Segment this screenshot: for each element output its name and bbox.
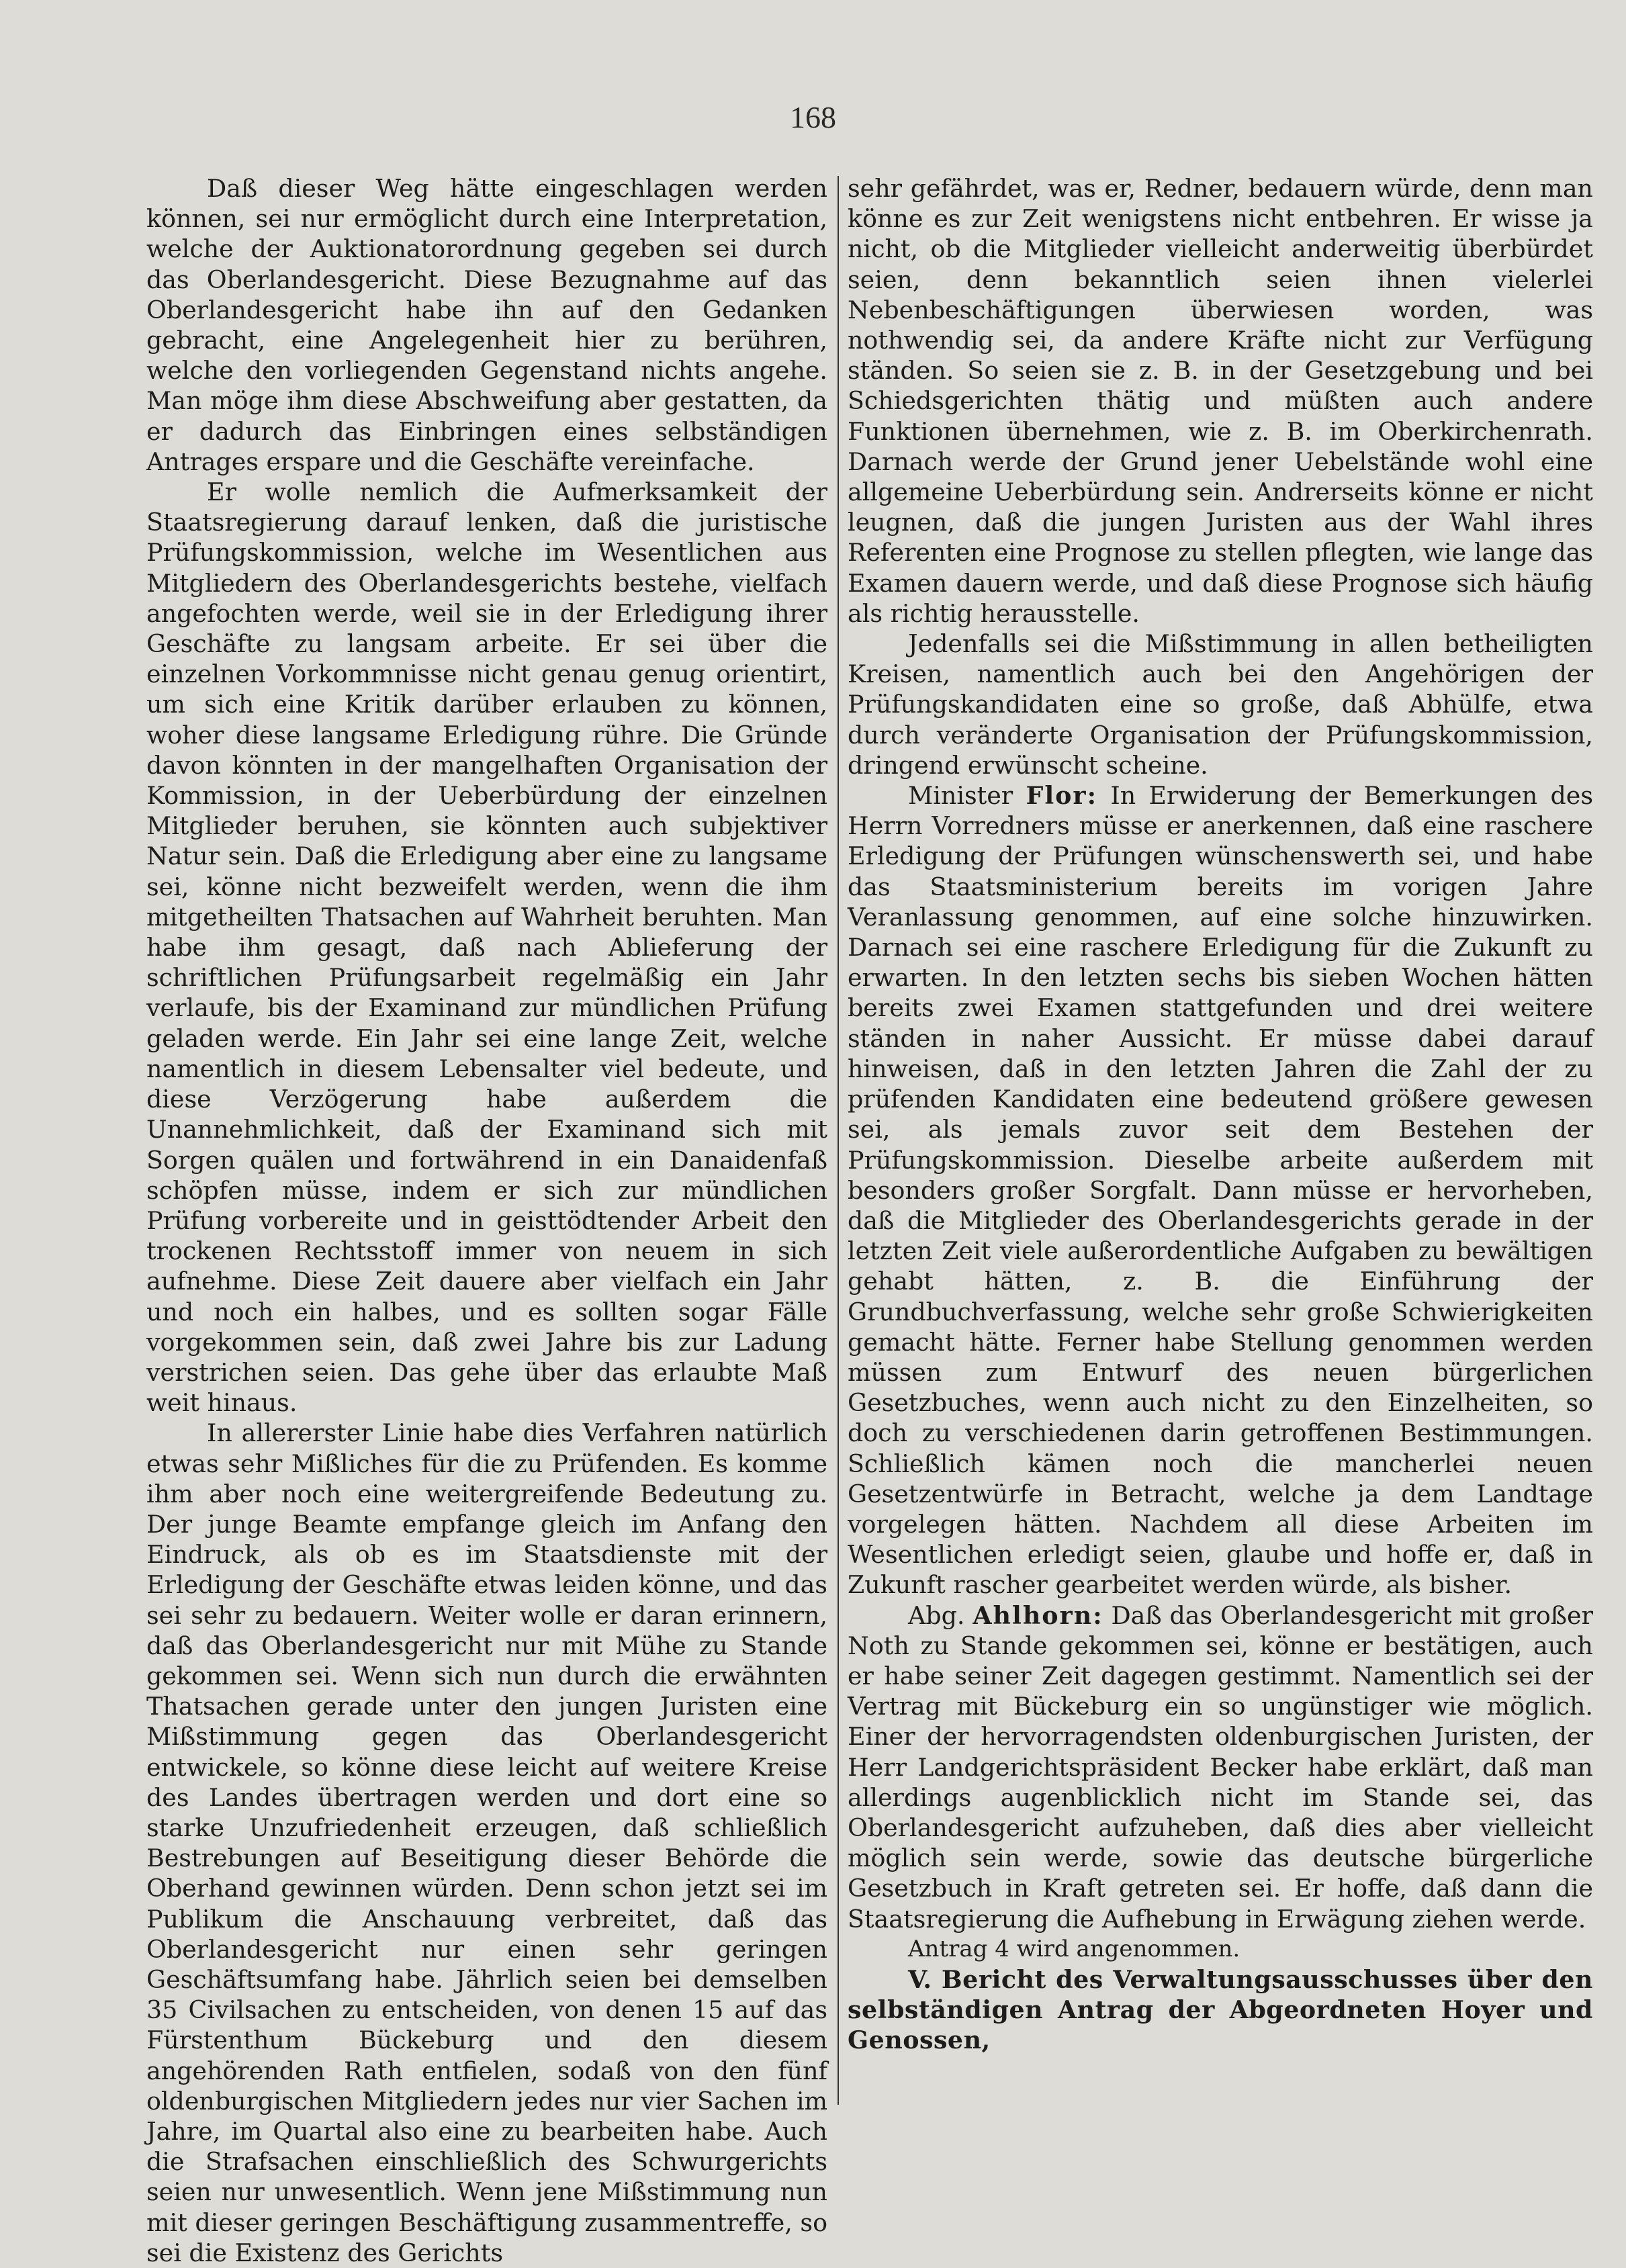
speaker-name: Flor: (1026, 781, 1098, 811)
page-number: 168 (790, 100, 836, 134)
paragraph: Jedenfalls sei die Mißstimmung in allen betheiligten Kreisen, namentlich auch bei den Angehörigen der Prüfungskandidaten eine so große, daß Abhülfe, etwa durch veränderte Organisation der Prüfungskommission, dringend erwünscht scheine. (848, 629, 1593, 780)
minister-statement (848, 780, 1593, 1600)
statement-text: Daß das Oberlandesgericht mit großer Noth zu Stande gekommen sei, könne er bestätigen, auch er habe seiner Zeit dagegen gestimmt. Namentlich sei der Vertrag mit Bückeburg ein so ungünstiger wie möglich. Einer der hervorragendsten oldenburgischen Juristen, der Herr Landgerichtspräsident Becker habe erklärt, daß man allerdings augenblicklich nicht im Stande sei, das Oberlandesgericht aufzuheben, daß dies aber vielleicht möglich sein werde, sowie das deutsche bürgerliche Gesetzbuch in Kraft getreten sei. Er hoffe, daß dann die Staatsregierung die Aufhebung in Erwägung ziehen werde. (848, 1600, 1593, 1934)
right-column (848, 173, 1593, 2107)
paragraph: Er wolle nemlich die Aufmerksamkeit der Staatsregierung darauf lenken, daß die juristische Prüfungskommission, welche im Wesentlichen aus Mitgliedern des Oberlandesgerichts bestehe, vielfach angefochten werde, weil sie in der Erledigung ihrer Geschäfte zu langsam arbeite. Er sei über die einzelnen Vorkommnisse nicht genau genug orientirt, um sich eine Kritik darüber erlauben zu können, woher diese langsame Erledigung rühre. Die Gründe davon könnten in der mangelhaften Organisation der Kommission, in der Ueberbürdung der einzelnen Mitglieder beruhen, sie könnten auch subjektiver Natur sein. Daß die Erledigung aber eine zu langsame sei, könne nicht bezweifelt werden, wenn die ihm mitgetheilten Thatsachen auf Wahrheit beruhten. Man habe ihm gesagt, daß nach Ablieferung der schriftlichen Prüfungsarbeit regelmäßig ein Jahr verlaufe, bis der Examinand zur mündlichen Prüfung geladen werde. Ein Jahr sei eine lange Zeit, welche namentlich in diesem Lebensalter viel bedeute, und diese Verzögerung habe außerdem die Unannehmlichkeit, daß der Examinand sich mit Sorgen quälen und fortwährend in ein Danaidenfaß schöpfen müsse, indem er sich zur mündlichen Prüfung vorbereite und in geisttödtender Arbeit den trockenen Rechtsstoff immer von neuem in sich aufnehme. Diese Zeit dauere aber vielfach ein Jahr und noch ein halbes, und es sollten sogar Fälle vorgekommen sein, daß zwei Jahre bis zur Ladung verstrichen seien. Das gehe über das erlaubte Maß weit hinaus. (146, 478, 827, 1418)
left-column (146, 173, 827, 2267)
statement-text: In Erwiderung der Bemerkungen des Herrn Vorredners müsse er anerkennen, daß eine raschere Erledigung der Prüfungen wünschenswerth sei, und habe das Staatsministerium bereits im vorigen Jahre Veranlassung genommen, auf eine solche hinzuwirken. Darnach sei eine raschere Erledigung für die Zukunft zu erwarten. In den letzten sechs bis sieben Wochen hätten bereits zwei Examen stattgefunden und drei weitere ständen in naher Aussicht. Er müsse dabei darauf hinweisen, daß in den letzten Jahren die Zahl der zu prüfenden Kandidaten eine bedeutend größere gewesen sei, als jemals zuvor seit dem Bestehen der Prüfungskommission. Dieselbe arbeite außerdem mit besonders großer Sorgfalt. Dann müsse er hervorheben, daß die Mitglieder des Oberlandesgerichts gerade in der letzten Zeit viele außerordentliche Aufgaben zu bewältigen gehabt hätten, z. B. die Einführung der Grundbuchverfassung, welche sehr große Schwierigkeiten gemacht hätte. Ferner habe Stellung genommen werden müssen zum Entwurf des neuen bürgerlichen Gesetzbuches, wenn auch nicht zu den Einzelheiten, so doch zu verschiedenen darin getroffenen Bestimmungen. Schließlich kämen noch die mancherlei neuen Gesetzentwürfe in Betracht, welche ja dem Landtage vorgelegen hätten. Nachdem all diese Arbeiten im Wesentlichen erledigt seien, glaube und hoffe er, daß in Zukunft rascher gearbeitet werden würde, als bisher. (848, 781, 1593, 1600)
column-divider (838, 176, 839, 2105)
section-heading: V. Bericht des Verwaltungsausschusses über den selbständigen Antrag der Abgeordneten Hoyer und Genossen, (848, 1964, 1593, 2055)
paragraph: Daß dieser Weg hätte eingeschlagen werden können, sei nur ermöglicht durch eine Interpretation, welche der Auktionatorordnung gegeben sei durch das Oberlandesgericht. Diese Bezugnahme auf das Oberlandesgericht habe ihn auf den Gedanken gebracht, eine Angelegenheit hier zu berühren, welche den vorliegenden Gegenstand nichts angehe. Man möge ihm diese Abschweifung aber gestatten, da er dadurch das Einbringen eines selbständigen Antrages erspare und die Geschäfte vereinfache. (146, 174, 827, 476)
motion-result: Antrag 4 wird angenommen. (908, 1935, 1240, 1962)
speaker-title: Minister (908, 781, 1013, 811)
speaker-title: Abg. (908, 1600, 965, 1630)
abg-statement (848, 1600, 1593, 1934)
speaker-name: Ahlhorn: (973, 1600, 1103, 1630)
paragraph: In allererster Linie habe dies Verfahren natürlich etwas sehr Mißliches für die zu Prüfenden. Es komme ihm aber noch eine weitergreifende Bedeutung zu. Der junge Beamte empfange gleich im Anfang den Eindruck, als ob es im Staatsdienste mit der Erledigung der Geschäfte etwas leiden könne, und das sei sehr zu bedauern. Weiter wolle er daran erinnern, daß das Oberlandesgericht nur mit Mühe zu Stande gekommen sei. Wenn sich nun durch die erwähnten Thatsachen gerade unter den jungen Juristen eine Mißstimmung gegen das Oberlandesgericht entwickele, so könne diese leicht auf weitere Kreise des Landes übertragen werden und dort eine so starke Unzufriedenheit erzeugen, daß schließlich Bestrebungen auf Beseitigung dieser Behörde die Oberhand gewinnen würden. Denn schon jetzt sei im Publikum die Anschauung verbreitet, daß das Oberlandesgericht nur einen sehr geringen Geschäftsumfang habe. Jährlich seien bei demselben 35 Civilsachen zu entscheiden, von denen 15 auf das Fürstenthum Bückeburg und den diesem angehörenden Rath entfielen, sodaß von den fünf oldenburgischen Mitgliedern jedes nur vier Sachen im Jahre, im Quartal also eine zu bearbeiten habe. Auch die Strafsachen einschließlich des Schwurgerichts seien nur unwesentlich. Wenn jene Mißstimmung nun mit dieser geringen Beschäftigung zusammentreffe, so sei die Existenz des Gerichts (146, 1418, 827, 2267)
paragraph: sehr gefährdet, was er, Redner, bedauern würde, denn man könne es zur Zeit wenigstens nicht entbehren. Er wisse ja nicht, ob die Mitglieder vielleicht anderweitig überbürdet seien, denn bekanntlich seien ihnen vielerlei Nebenbeschäftigungen überwiesen worden, was nothwendig sei, da andere Kräfte nicht zur Verfügung ständen. So seien sie z. B. in der Gesetzgebung und bei Schiedsgerichten thätig und müßten auch andere Funktionen übernehmen, wie z. B. im Oberkirchenrath. Darnach werde der Grund jener Uebelstände wohl eine allgemeine Ueberbürdung sein. Andrerseits könne er nicht leugnen, daß die jungen Juristen aus der Wahl ihres Referenten eine Prognose zu stellen pflegten, wie lange das Examen dauern werde, und daß diese Prognose sich häufig als richtig herausstelle. (848, 174, 1593, 628)
